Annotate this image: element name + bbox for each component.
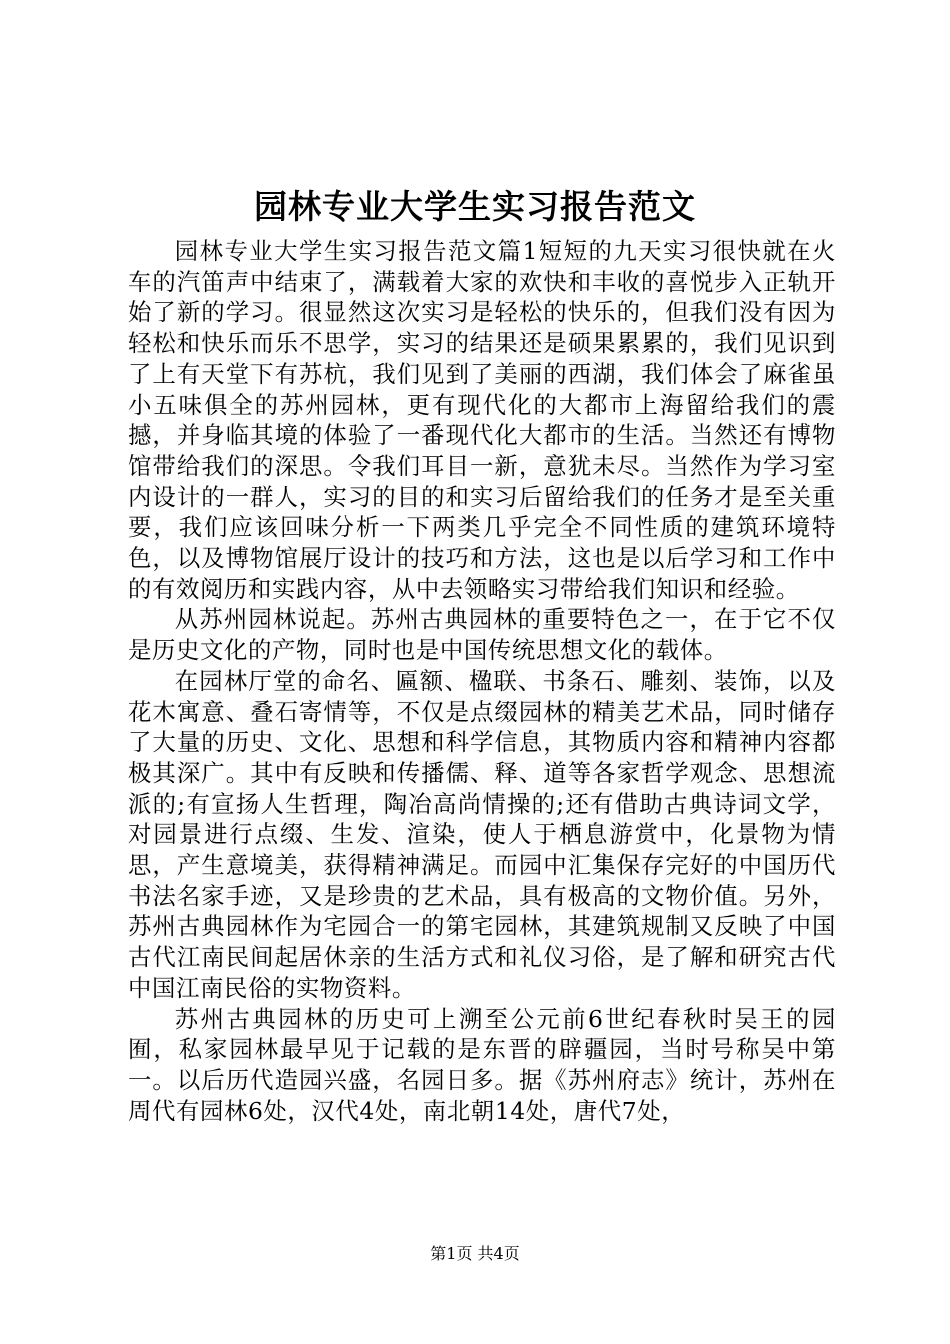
- paragraph-3: 在园林厅堂的命名、匾额、楹联、书条石、雕刻、装饰，以及花木寓意、叠石寄情等，不仅是点缀园林的精美艺术品，同时储存了大量的历史、文化、思想和科学信息，其物质内容和精神内容都极其深广。其中有反映和传播儒、释、道等各家哲学观念、思想流派的;有宣扬人生哲理，陶冶高尚情操的;还有借助古典诗词文学，对园景进行点缀、生发、渲染，使人于栖息游赏中，化景物为情思，产生意境美，获得精神满足。而园中汇集保存完好的中国历代书法名家手迹，又是珍贵的艺术品，具有极高的文物价值。另外，苏州古典园林作为宅园合一的第宅园林，其建筑规制又反映了中国古代江南民间起居休亲的生活方式和礼仪习俗，是了解和研究古代中国江南民俗的实物资料。: [128, 666, 836, 1002]
- document-title: 园林专业大学生实习报告范文: [254, 187, 696, 226]
- document-body: [128, 236, 836, 1126]
- paragraph-4: 苏州古典园林的历史可上溯至公元前6世纪春秋时吴王的园囿，私家园林最早见于记载的是东晋的辟疆园，当时号称吴中第一。以后历代造园兴盛，名园日多。据《苏州府志》统计，苏州在周代有园林6处，汉代4处，南北朝14处，唐代7处，: [128, 1004, 836, 1125]
- paragraph-2: 从苏州园林说起。苏州古典园林的重要特色之一，在于它不仅是历史文化的产物，同时也是中国传统思想文化的载体。: [128, 605, 836, 665]
- page-number: 第1页 共4页: [430, 1244, 520, 1263]
- page-footer: [0, 1243, 950, 1265]
- paragraph-1: 园林专业大学生实习报告范文篇1短短的九天实习很快就在火车的汽笛声中结束了，满载着大家的欢快和丰收的喜悦步入正轨开始了新的学习。很显然这次实习是轻松的快乐的，但我们没有因为轻松和快乐而乐不思学，实习的结果还是硕果累累的，我们见识到了上有天堂下有苏杭，我们见到了美丽的西湖，我们体会了麻雀虽小五味俱全的苏州园林，更有现代化的大都市上海留给我们的震撼，并身临其境的体验了一番现代化大都市的生活。当然还有博物馆带给我们的深思。令我们耳目一新，意犹未尽。当然作为学习室内设计的一群人，实习的目的和实习后留给我们的任务才是至关重要，我们应该回味分析一下两类几乎完全不同性质的建筑环境特色，以及博物馆展厅设计的技巧和方法，这也是以后学习和工作中的有效阅历和实践内容，从中去领略实习带给我们知识和经验。: [128, 237, 836, 603]
